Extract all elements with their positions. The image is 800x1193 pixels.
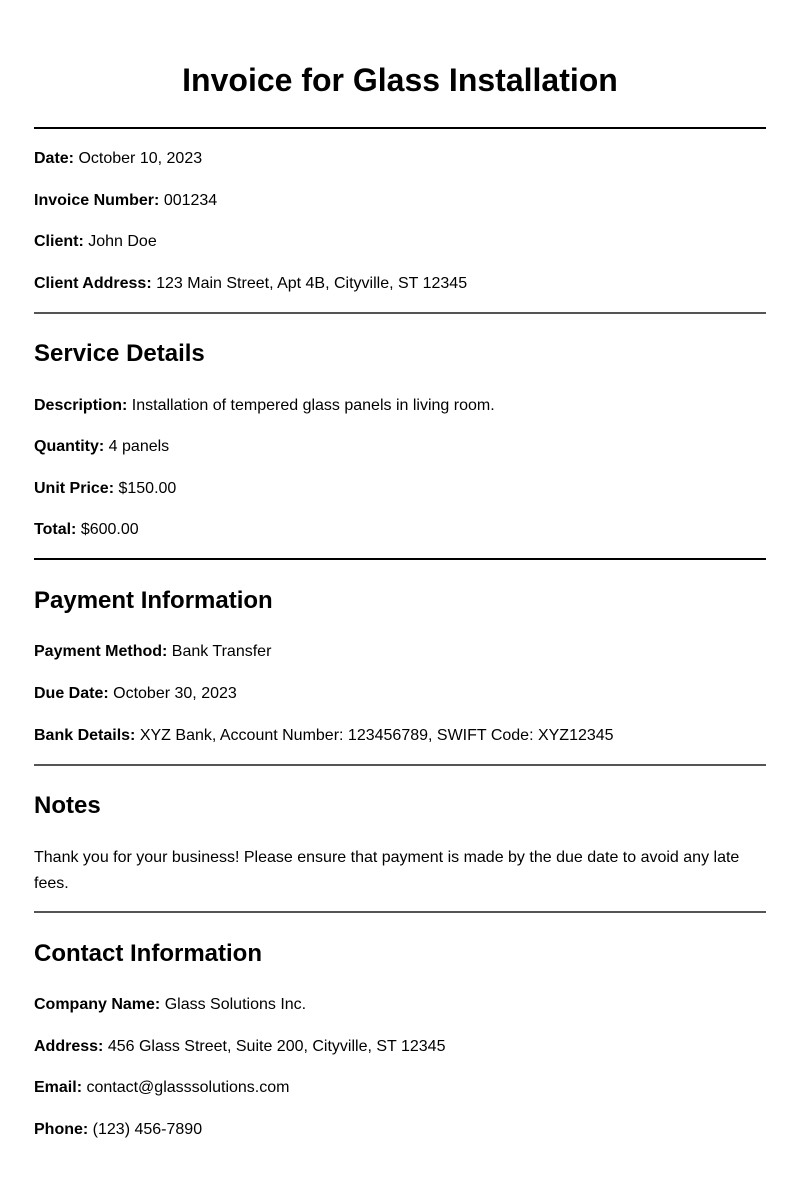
due-date-label: Due Date: bbox=[34, 685, 109, 702]
address-value: 456 Glass Street, Suite 200, Cityville, ST 12345 bbox=[107, 1038, 446, 1055]
divider bbox=[34, 127, 766, 129]
contact-information-heading: Contact Information bbox=[34, 940, 262, 967]
client-label: Client: bbox=[34, 233, 84, 250]
company-name-field bbox=[34, 995, 766, 1015]
unit-price-label: Unit Price: bbox=[34, 480, 115, 497]
phone-label: Phone: bbox=[34, 1121, 89, 1138]
client-address-field bbox=[34, 274, 766, 294]
email-label: Email: bbox=[34, 1079, 83, 1096]
description-label: Description: bbox=[34, 397, 128, 414]
divider bbox=[34, 558, 766, 560]
total-field bbox=[34, 520, 766, 540]
client-address-label: Client Address: bbox=[34, 275, 152, 292]
date-label: Date: bbox=[34, 150, 75, 167]
payment-information-heading: Payment Information bbox=[34, 587, 273, 614]
client-address-value: 123 Main Street, Apt 4B, Cityville, ST 12345 bbox=[156, 275, 468, 292]
due-date-field bbox=[34, 684, 766, 704]
quantity-label: Quantity: bbox=[34, 438, 105, 455]
email-value: contact@glasssolutions.com bbox=[86, 1079, 290, 1096]
payment-method-value: Bank Transfer bbox=[171, 643, 272, 660]
address-label: Address: bbox=[34, 1038, 104, 1055]
client-value: John Doe bbox=[88, 233, 157, 250]
phone-value: (123) 456-7890 bbox=[92, 1121, 203, 1138]
client-field bbox=[34, 232, 766, 252]
invoice-number-label: Invoice Number: bbox=[34, 192, 160, 209]
total-label: Total: bbox=[34, 521, 77, 538]
bank-details-field bbox=[34, 726, 766, 746]
phone-field bbox=[34, 1120, 766, 1140]
unit-price-value: $150.00 bbox=[118, 480, 177, 497]
bank-details-label: Bank Details: bbox=[34, 727, 136, 744]
divider bbox=[34, 312, 766, 314]
invoice-number-value: 001234 bbox=[163, 192, 218, 209]
date-value: October 10, 2023 bbox=[78, 150, 203, 167]
email-field bbox=[34, 1078, 766, 1098]
notes-text: Thank you for your business! Please ensure that payment is made by the due date to avoid any late fees. bbox=[34, 849, 740, 892]
invoice-number-field bbox=[34, 191, 766, 211]
company-name-label: Company Name: bbox=[34, 996, 161, 1013]
company-name-value: Glass Solutions Inc. bbox=[164, 996, 307, 1013]
address-field bbox=[34, 1037, 766, 1057]
page-title: Invoice for Glass Installation bbox=[182, 62, 618, 98]
divider bbox=[34, 911, 766, 913]
total-value: $600.00 bbox=[80, 521, 139, 538]
quantity-value: 4 panels bbox=[108, 438, 170, 455]
payment-method-label: Payment Method: bbox=[34, 643, 168, 660]
date-field bbox=[34, 149, 766, 169]
description-field bbox=[34, 396, 766, 416]
due-date-value: October 30, 2023 bbox=[113, 685, 237, 702]
quantity-field bbox=[34, 437, 766, 457]
unit-price-field bbox=[34, 479, 766, 499]
bank-details-value: XYZ Bank, Account Number: 123456789, SWIFT Code: XYZ12345 bbox=[139, 727, 614, 744]
divider bbox=[34, 764, 766, 766]
service-details-heading: Service Details bbox=[34, 340, 205, 367]
payment-method-field bbox=[34, 642, 766, 662]
notes-heading: Notes bbox=[34, 792, 101, 819]
description-value: Installation of tempered glass panels in living room. bbox=[131, 397, 495, 414]
